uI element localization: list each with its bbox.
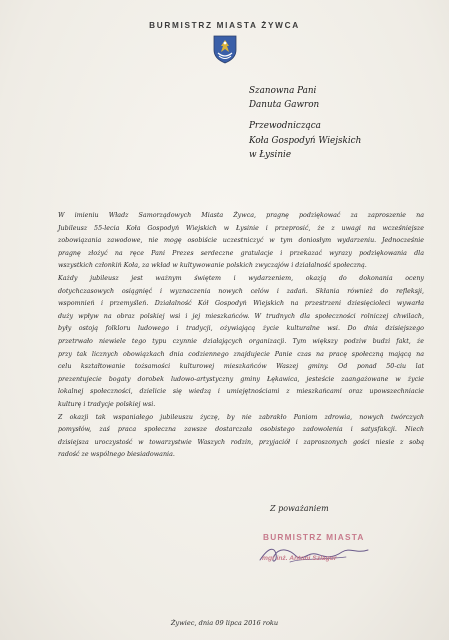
body-line: wspomnień i przemyśleń. Działalność Kół Gospodyń Wiejskich na przestrzeni dziesięcioleci wywarła: [58, 300, 424, 308]
city-coat-of-arms-icon: [212, 34, 238, 64]
body-line: były ostoją folkloru ludowego i tradycji, ożywiającą życie kulturalne wsi. Do dnia dzisiejszego: [58, 325, 424, 333]
body-line: zobowiązania zawodowe, nie mogę osobiście uczestniczyć w tym doniosłym wydarzeniu. Jednocześnie: [58, 237, 424, 245]
body-line: celu kształtowanie tożsamości kulturowej mieszkańców Waszej gminy. Od ponad 50-ciu lat: [58, 363, 424, 371]
body-line: radość ze wspólnego biesiadowania.: [58, 451, 175, 459]
body-line: lokalnej społeczności, dzielicie się wiedzą i umiejętnościami z mieszkańcami oraz upowszechniacie: [58, 388, 424, 396]
body-line: Z okazji tak wspaniałego jubileuszu życzę, by nie zabrakło Paniom zdrowia, nowych twórczych: [58, 413, 424, 421]
stamp-name: mgr inż. Antoni Szlagor: [262, 555, 337, 562]
stamp-title: BURMISTRZ MIASTA: [263, 532, 365, 542]
letter-body: [58, 210, 424, 462]
addressee-block: [249, 84, 361, 162]
addressee-location: w Łysinie: [249, 149, 292, 160]
addressee-name: Danuta Gawron: [249, 100, 320, 111]
salutation: Szanowna Pani: [249, 86, 317, 96]
closing-phrase: Z poważaniem: [270, 504, 329, 513]
body-line: Każdy jubileusz jest ważnym świętem i wydarzeniem, okazją do dokonania oceny: [58, 274, 424, 282]
body-line: kulturę i tradycje polskiej wsi.: [58, 400, 156, 408]
body-line: duży wpływ na obraz polskiej wsi i jej mieszkańców. W trudnych dla społeczności rolniczej chwilach,: [58, 312, 424, 320]
body-line: wszystkich członkiń Koła, za wkład w kultywowanie polskich zwyczajów i działalność społeczną.: [58, 262, 367, 270]
body-line: dzisiejsza uroczystość w towarzystwie Waszych rodzin, przyjaciół i zaproszonych gości niesie z sobą: [58, 438, 424, 446]
body-line: pomysłów, zaś praca społeczna zawsze dostarczała osobistego zadowolenia i satysfakcji. Niech: [58, 426, 424, 434]
addressee-position: Przewodnicząca: [249, 121, 321, 132]
letterhead-title: BURMISTRZ MIASTA ŻYWCA: [149, 21, 300, 30]
body-line: dotychczasowych osiągnięć i wyznaczenia nowych celów i zadań. Skłania również do refleksji,: [58, 287, 424, 295]
body-line: Jubileusz 55-lecia Koła Gospodyń Wiejskich w Łysinie i przeprosić, że z uwagi na wcześniejsze: [58, 224, 424, 232]
body-line: prezentujecie bogaty dorobek ludowo-artystyczny gminy Łękawica, jesteście zaangażowane w życie: [58, 375, 424, 383]
body-line: W imieniu Władz Samorządowych Miasta Żywca, pragnę podziękować za zaproszenie na: [58, 212, 424, 219]
body-line: pragnę złożyć na ręce Pani Prezes serdeczne gratulacje i przekazać wyrazy podziękowania dla: [58, 249, 424, 257]
body-line: przetrwało niewiele tego typu czynnie działających organizacji. Tym większy podziw budzi fakt, że: [58, 337, 424, 345]
body-line: przy tak licznych obowiązkach dnia codziennego znajdujecie Panie czas na pracę społeczną mającą na: [58, 350, 424, 358]
date-line: Żywiec, dnia 09 lipca 2016 roku: [170, 619, 279, 627]
addressee-organization: Koła Gospodyń Wiejskich: [249, 135, 362, 146]
